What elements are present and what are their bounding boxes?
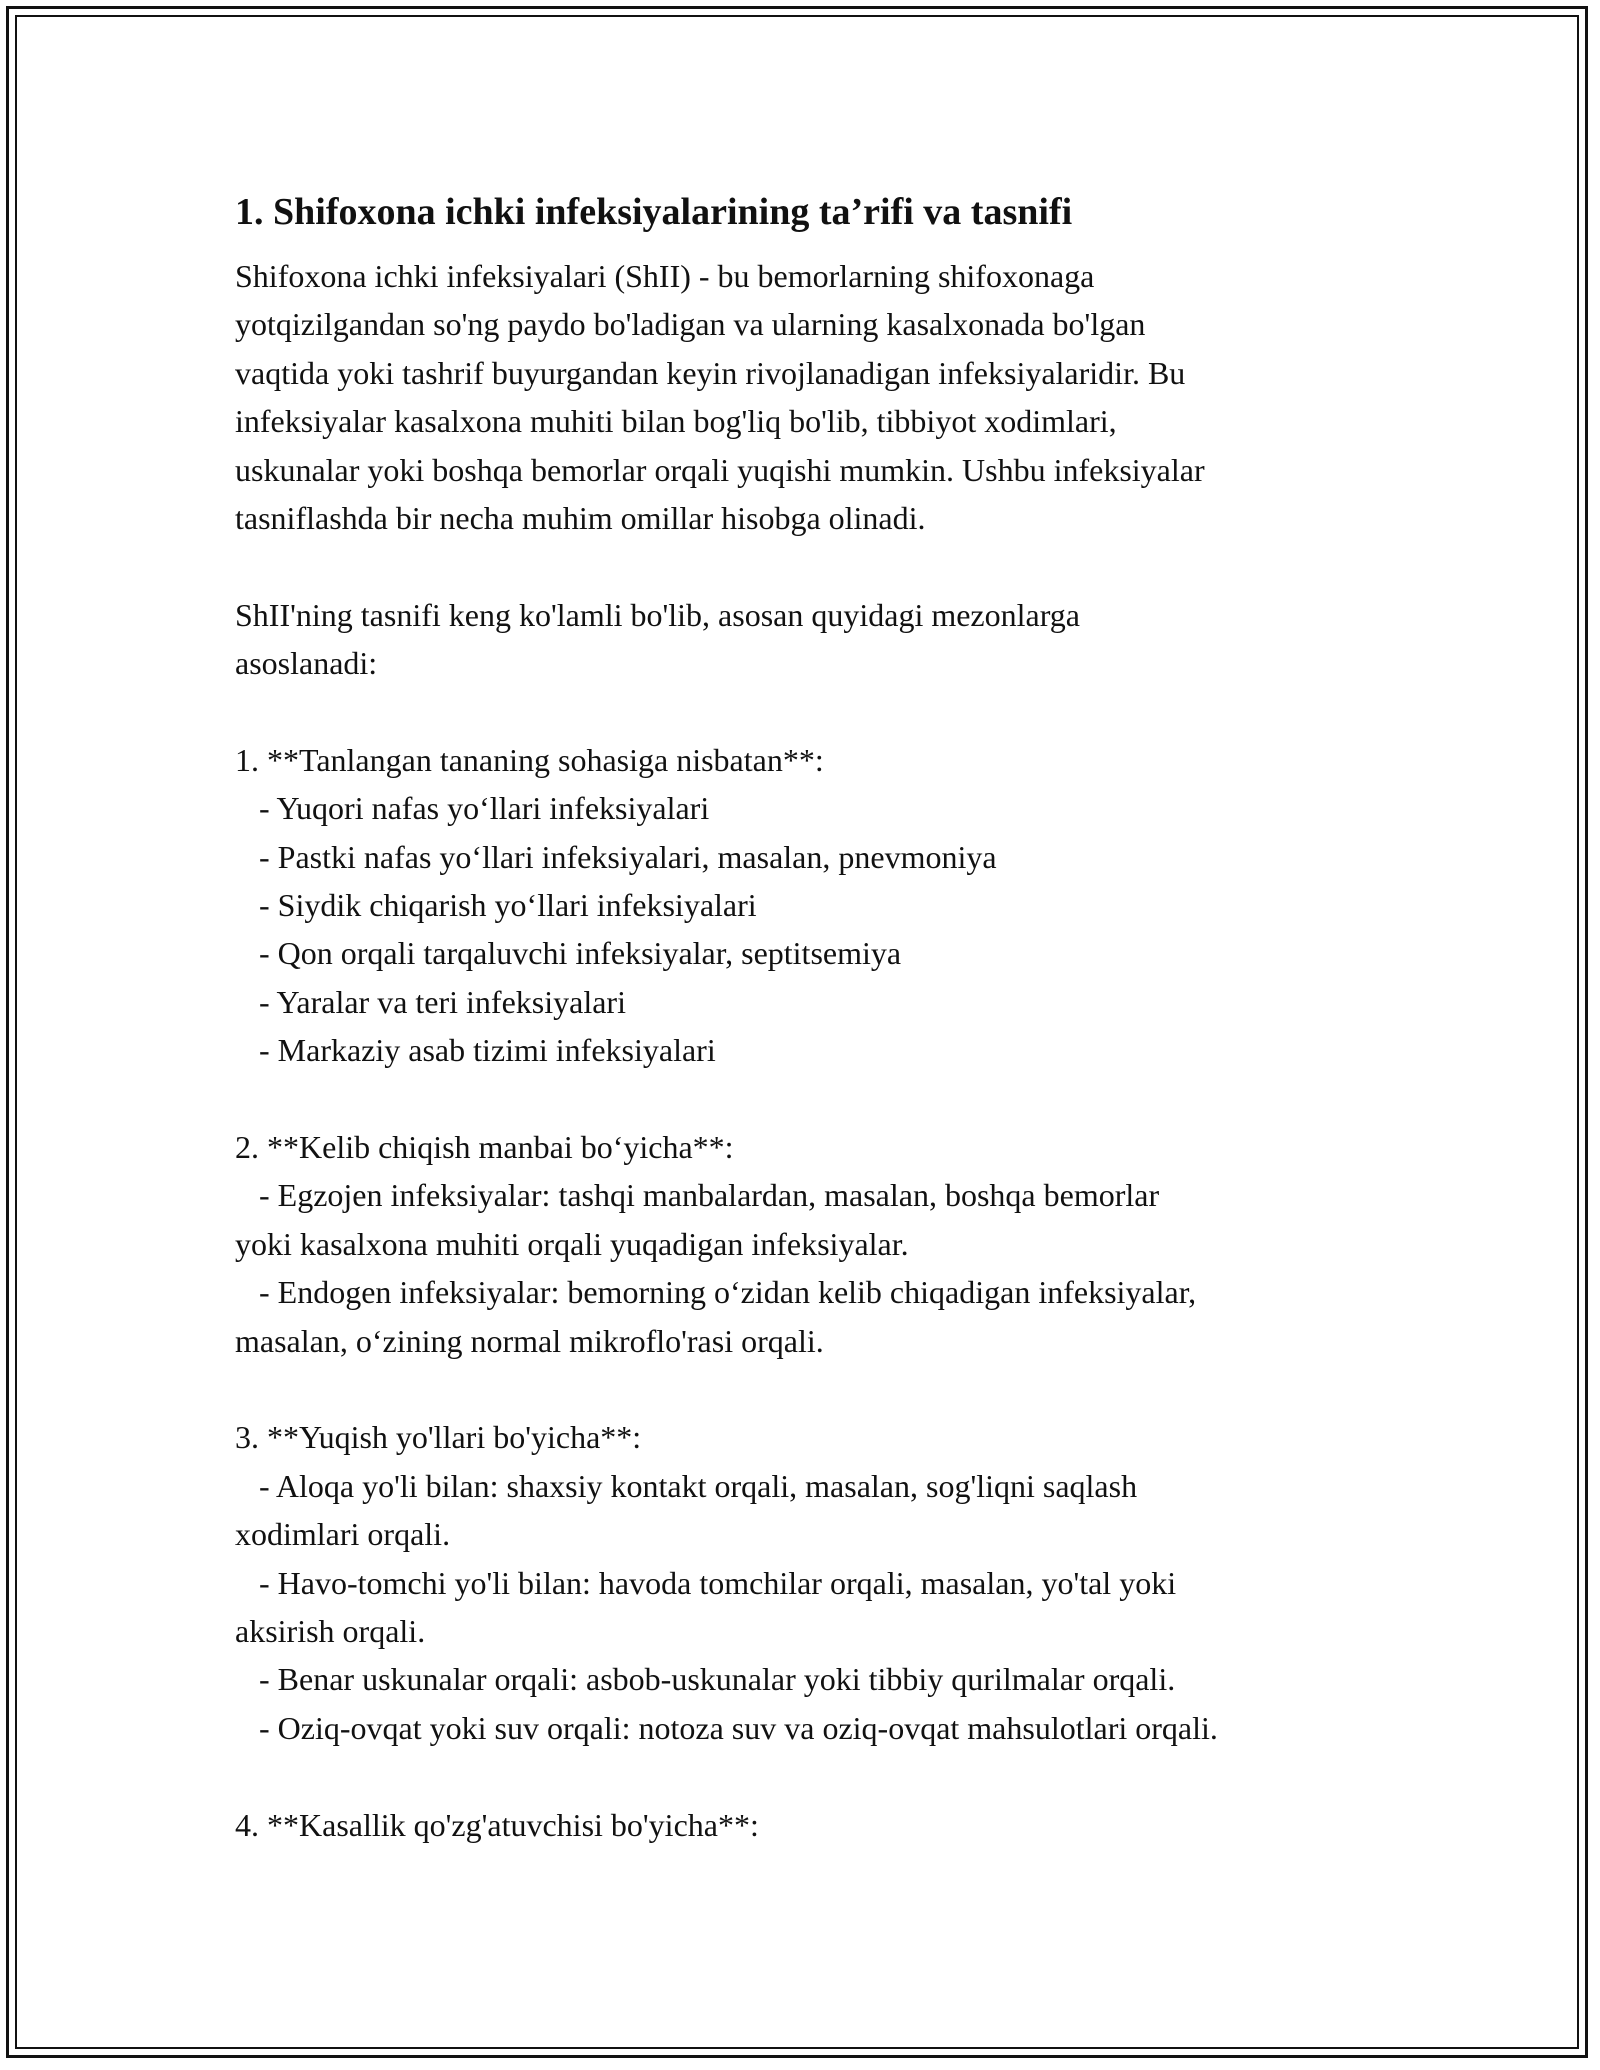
list-item-continuation: yoki kasalxona muhiti orqali yuqadigan infeksiyalar.	[235, 1225, 909, 1262]
list-item: - Yuqori nafas yo‘llari infeksiyalari	[235, 790, 710, 827]
list-item: - Qon orqali tarqaluvchi infeksiyalar, septitsemiya	[235, 935, 902, 972]
spacer	[235, 1075, 1385, 1123]
section-heading: 1. **Tanlangan tananing sohasiga nisbatan**:	[235, 741, 824, 778]
list-item-continuation: aksirish orqali.	[235, 1612, 426, 1649]
list-item-continuation: masalan, o‘zining normal mikroflo'rasi orqali.	[235, 1322, 824, 1359]
paragraph-line: ShII'ning tasnifi keng ko'lamli bo'lib, asosan quyidagi mezonlarga	[235, 596, 1080, 633]
paragraph-line: uskunalar yoki boshqa bemorlar orqali yuqishi mumkin. Ushbu infeksiyalar	[235, 451, 1205, 488]
list-item: - Egzojen infeksiyalar: tashqi manbalardan, masalan, boshqa bemorlar	[235, 1177, 1160, 1214]
paragraph-line: asoslanadi:	[235, 645, 378, 682]
list-item: - Siydik chiqarish yo‘llari infeksiyalari	[235, 887, 757, 924]
document-title: 1. Shifoxona ichki infeksiyalarining ta’rifi va tasnifi	[235, 191, 1073, 233]
spacer	[235, 542, 1385, 590]
section-source-of-origin	[235, 1123, 1385, 1365]
paragraph-line: infeksiyalar kasalxona muhiti bilan bog'liq bo'lib, tibbiyot xodimlari,	[235, 403, 1117, 440]
section-body-region	[235, 736, 1385, 1075]
list-item: - Markaziy asab tizimi infeksiyalari	[235, 1032, 716, 1069]
list-item-continuation: xodimlari orqali.	[235, 1516, 451, 1553]
paragraph-line: tasniflashda bir necha muhim omillar hisobga olinadi.	[235, 499, 926, 536]
list-item: - Benar uskunalar orqali: asbob-uskunalar yoki tibbiy qurilmalar orqali.	[235, 1661, 1176, 1698]
paragraph-line: yotqizilgandan so'ng paydo bo'ladigan va ularning kasalxonada bo'lgan	[235, 306, 1146, 343]
list-item: - Pastki nafas yo‘llari infeksiyalari, masalan, pnevmoniya	[235, 838, 997, 875]
section-heading: 4. **Kasallik qo'zg'atuvchisi bo'yicha**:	[235, 1806, 759, 1843]
section-heading: 3. **Yuqish yo'llari bo'yicha**:	[235, 1419, 642, 1456]
spacer	[235, 688, 1385, 736]
list-item: - Havo-tomchi yo'li bilan: havoda tomchilar orqali, masalan, yo'tal yoki	[235, 1564, 1177, 1601]
spacer	[235, 1365, 1385, 1413]
paragraph-line: vaqtida yoki tashrif buyurgandan keyin rivojlanadigan infeksiyalaridir. Bu	[235, 354, 1186, 391]
spacer	[235, 1752, 1385, 1800]
intro-paragraph	[235, 252, 1385, 542]
document-body	[235, 186, 1385, 1849]
paragraph-line: Shifoxona ichki infeksiyalari (ShII) - bu bemorlarning shifoxonaga	[235, 258, 1095, 294]
section-pathogen	[235, 1801, 1385, 1849]
section-heading: 2. **Kelib chiqish manbai bo‘yicha**:	[235, 1129, 734, 1166]
list-item: - Yaralar va teri infeksiyalari	[235, 983, 626, 1020]
list-item: - Endogen infeksiyalar: bemorning o‘zidan kelib chiqadigan infeksiyalar,	[235, 1274, 1197, 1311]
list-item: - Aloqa yo'li bilan: shaxsiy kontakt orqali, masalan, sog'liqni saqlash	[235, 1467, 1138, 1504]
classification-intro	[235, 591, 1385, 688]
section-transmission-routes	[235, 1413, 1385, 1752]
list-item: - Oziq-ovqat yoki suv orqali: notoza suv va oziq-ovqat mahsulotlari orqali.	[235, 1709, 1218, 1746]
